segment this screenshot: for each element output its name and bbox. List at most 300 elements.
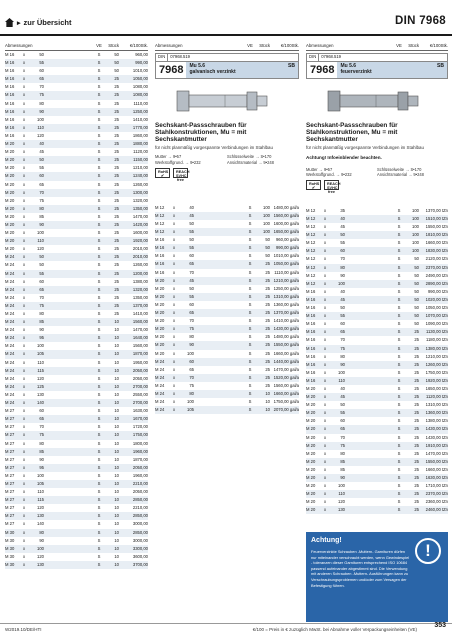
quantity: 25 [414,402,419,408]
times-sign: x [323,280,327,286]
times-sign: x [323,345,327,351]
sb-label: SB [437,63,444,69]
times-sign: x [22,480,26,486]
price: 1960,00 [132,472,148,478]
table-row [306,304,448,312]
ve-code: S [97,448,101,454]
table-row [155,285,299,293]
price: 1130,00 tZn [425,329,448,335]
times-sign: x [323,450,327,456]
thread-size: M 16 [5,60,15,66]
length: 90 [39,537,44,543]
header-rule [0,34,452,36]
ve-code: S [397,450,401,456]
length: 100 [37,343,44,349]
times-sign: x [22,408,26,414]
price: 2050,00 [132,489,148,495]
times-sign: x [22,489,26,495]
thread-size: M 27 [5,448,15,454]
table-row [5,67,148,75]
times-sign: x [22,254,26,260]
ve-code: S [397,240,401,246]
norm-link[interactable]: Werkstoffgrund. → 9•232 [306,171,352,177]
length: 90 [189,342,194,348]
table-row [306,345,448,353]
price: 2550,00 [132,391,148,397]
times-sign: x [172,366,176,372]
times-sign: x [323,313,327,319]
norm-link[interactable]: Mutter → 9•57 [155,154,182,160]
thread-size: M 12 [306,240,316,246]
thread-size: M 20 [5,213,15,219]
length: 75 [340,345,345,351]
ve-code: S [248,399,252,405]
times-sign: x [22,351,26,357]
thread-size: M 20 [306,410,316,416]
thread-size: M 20 [306,434,316,440]
price: 1670,00 [132,416,148,422]
quantity: 25 [114,238,119,244]
length: 40 [340,385,345,391]
price: 1120,00 [133,149,148,155]
length: 70 [39,294,44,300]
ve-code: S [397,466,401,472]
length: 125 [37,383,44,389]
times-sign: x [22,311,26,316]
ve-code: S [397,272,401,278]
times-sign: x [172,261,176,267]
price: 1910,00 tZn [425,442,448,448]
times-sign: x [22,448,26,454]
footer-note: €/100 = Preis in € zuzüglich MwSt. bei Abnahme voller Verpackungseinheiten (VE) [252,627,417,632]
times-sign: x [22,60,26,66]
quantity: 100 [263,204,270,210]
ve-code: S [397,264,401,270]
length: 100 [187,399,194,405]
length: 110 [338,377,345,383]
quantity: 25 [114,132,119,138]
price: 1560,00 gal/a [273,382,299,388]
header-stk: Stück [108,42,119,48]
thread-size: M 12 [306,207,316,213]
times-sign: x [22,278,26,284]
quantity: 25 [114,165,119,171]
table-row [306,328,448,336]
thread-size: M 16 [5,100,15,106]
norm-references [306,167,448,177]
table-row [5,116,148,124]
table-row [306,231,448,239]
price: 1950,00 [132,359,148,365]
times-sign: x [172,253,176,259]
quantity: 50 [114,60,119,66]
times-sign: x [22,181,26,187]
table-row [306,353,448,361]
ve-code: S [248,390,252,396]
table-row [306,393,448,401]
thread-size: M 24 [5,319,15,325]
back-link[interactable] [5,18,71,27]
table-row [155,293,299,301]
price: 1370,00 [132,302,148,308]
table-body [5,51,148,569]
thread-size: M 24 [5,343,15,349]
price: 1260,00 tZn [425,361,448,367]
length: 130 [37,513,44,519]
quantity: 25 [265,293,270,299]
price: 990,00 [135,60,148,66]
quantity: 25 [265,326,270,332]
price: 1310,00 gal/a [273,293,299,299]
table-row [306,336,448,344]
quantity: 10 [265,390,270,396]
price: 1560,00 [132,343,148,349]
ve-code: S [97,561,101,567]
table-row [155,277,299,285]
table-row [5,537,148,545]
ve-code: S [97,424,101,430]
price: 3000,00 [132,521,148,527]
times-sign: x [172,350,176,356]
thread-size: M 27 [5,489,15,495]
length: 60 [39,278,44,284]
price: 2010,00 [132,246,148,252]
length: 50 [189,237,194,243]
product-title: Sechskant-Passschrauben für Stahlkonstruktionen, Mu = mit Sechskantmutter [306,122,398,143]
thread-size: M 27 [5,513,15,519]
thread-size: M 12 [155,221,165,226]
quantity: 25 [114,286,119,292]
times-sign: x [323,434,327,440]
norm-link[interactable]: Schlüsselweite → S•170 [377,166,422,172]
times-sign: x [323,475,327,480]
ve-code: S [397,296,401,302]
length: 65 [189,310,194,316]
ve-code: S [248,366,252,372]
times-sign: x [172,382,176,388]
times-sign: x [172,407,176,413]
ve-code: S [97,124,101,130]
quantity: 25 [265,374,270,380]
times-sign: x [22,359,26,365]
ve-code: S [248,285,252,291]
length: 85 [39,448,44,454]
ve-code: S [97,335,101,341]
table-row [5,480,148,488]
times-sign: x [172,301,176,307]
length: 85 [39,213,44,219]
norm-link[interactable]: Schlüsselweite → S•170 [227,154,272,160]
thread-size: M 24 [5,391,15,397]
table-row [5,310,148,318]
table-row [155,325,299,333]
ve-code: S [248,318,252,324]
header-stk: Stück [408,42,419,48]
times-sign: x [22,108,26,114]
thread-size: M 12 [306,256,316,262]
thread-size: M 20 [155,301,165,307]
times-sign: x [22,52,26,57]
table-row [5,302,148,310]
table-row [5,383,148,391]
times-sign: x [22,513,26,519]
table-row [5,520,148,528]
table-row [5,334,148,342]
length: 80 [189,390,194,396]
table-row [155,204,299,212]
quantity: 10 [114,319,119,325]
times-sign: x [172,237,176,243]
table-row [155,406,299,414]
price: 1600,00 [132,230,148,236]
header-dim: Abmessungen [5,42,33,48]
table-row [155,382,299,390]
price: 1010,00 gal/a [273,253,299,259]
table-row [155,398,299,406]
thread-size: M 24 [5,302,15,308]
thread-size: M 16 [5,84,15,90]
table-row [155,244,299,252]
times-sign: x [22,391,26,397]
ve-code: S [397,305,401,311]
ve-code: S [397,353,401,359]
quantity: 10 [114,424,119,430]
thread-size: M 24 [5,254,15,260]
ve-code: S [248,326,252,332]
quantity: 25 [114,108,119,114]
quantity: 25 [414,491,419,497]
times-sign: x [323,385,327,391]
table-row [5,100,148,108]
table-row [306,361,448,369]
ve-code: S [248,301,252,307]
table-row [5,205,148,213]
times-sign: x [22,173,26,179]
price: 1480,00 gal/a [273,334,299,340]
product-box [306,62,448,79]
quantity: 25 [265,358,270,364]
table-body [155,204,299,414]
ve-code: S [248,382,252,388]
length: 55 [189,293,194,299]
quantity: 25 [114,92,119,98]
product-number: 7968 [310,63,335,76]
length: 75 [39,92,44,98]
thread-size: M 20 [306,402,316,408]
table-row [306,417,448,425]
length: 80 [189,334,194,340]
quantity: 25 [414,418,419,424]
length: 70 [189,374,194,380]
thread-size: M 24 [5,367,15,373]
thread-size: M 24 [5,335,15,341]
ve-code: S [397,426,401,432]
thread-size: M 20 [306,426,316,432]
times-sign: x [22,221,26,227]
table-row [306,490,448,498]
price: 1250,00 [132,108,148,114]
ve-code: S [97,270,101,276]
price: 1650,00 gal/a [273,229,299,235]
ve-code: S [97,108,101,114]
product-grade [337,62,447,78]
quantity: 50 [414,305,419,311]
product-number: 7968 [159,63,184,76]
table-row [306,296,448,304]
ve-code: S [97,52,101,57]
quantity: 25 [414,361,419,367]
times-sign: x [323,321,327,327]
times-sign: x [323,256,327,262]
price: 1650,00 tZn [425,385,448,391]
times-sign: x [22,286,26,292]
ve-code: S [397,483,401,489]
ve-code: S [248,374,252,380]
times-sign: x [323,248,327,254]
times-sign: x [22,262,26,268]
times-sign: x [22,165,26,171]
times-sign: x [22,213,26,219]
thread-size: M 24 [155,374,165,380]
norm-link[interactable]: Ansichtsmaterial → 9•248 [377,171,424,177]
thread-size: M 27 [5,480,15,486]
ve-code: S [248,269,252,275]
quantity: 50 [265,245,270,251]
price: 1050,00 gal/a [273,261,299,267]
times-sign: x [323,507,327,513]
quantity: 25 [414,353,419,359]
price: 1370,00 gal/a [273,310,299,316]
times-sign: x [323,240,327,246]
quantity: 25 [114,262,119,268]
quantity: 25 [114,254,119,260]
table-row [155,269,299,277]
price: 2070,00 gal/a [273,407,299,413]
thread-size: M 20 [306,385,316,391]
price: 2700,00 [132,400,148,406]
times-sign: x [172,342,176,348]
table-row [306,506,448,514]
table-row [5,342,148,350]
length: 100 [338,280,345,286]
table-column-1 [5,42,148,569]
thread-size: M 24 [5,359,15,365]
times-sign: x [22,100,26,106]
ve-code: S [248,221,252,226]
length: 110 [37,238,44,244]
price: 1630,00 [132,408,148,414]
thread-size: M 24 [5,327,15,333]
ve-code: S [97,189,101,195]
quantity: 10 [114,335,119,341]
thread-size: M 12 [306,248,316,254]
norm-link[interactable]: Werkstoffgrund. → 9•232 [155,159,201,165]
thread-size: M 20 [155,350,165,356]
thread-size: M 24 [155,407,165,413]
ve-code: S [97,343,101,349]
times-sign: x [22,294,26,300]
header-stk: Stück [259,42,270,48]
times-sign: x [22,149,26,155]
price: 1210,00 tZn [425,353,448,359]
length: 55 [189,229,194,235]
ve-code: S [248,342,252,348]
table-column-2 [155,42,299,414]
length: 50 [189,221,194,226]
table-row [306,409,448,417]
footer-rule [0,623,452,624]
times-sign: x [22,561,26,567]
length: 65 [340,426,345,432]
quantity: 50 [265,237,270,243]
quantity: 10 [114,432,119,438]
price: 1090,00 tZn [425,321,448,327]
length: 100 [37,545,44,551]
norm-link[interactable]: Mutter → 9•57 [306,166,333,172]
thread-size: M 16 [5,108,15,114]
price: 1260,00 [132,181,148,187]
rohs-badge: RoHS ✔ [306,180,321,190]
ve-code: S [97,537,101,543]
length: 65 [39,416,44,422]
footer-code: W2019.10/DE/HTI [5,627,42,632]
quantity: 10 [114,513,119,519]
ve-code: S [97,132,101,138]
price: 1800,00 [132,440,148,446]
price: 1880,00 [132,141,148,147]
times-sign: x [323,288,327,294]
thread-size: M 20 [306,507,316,513]
thread-size: M 24 [5,311,15,316]
quantity: 25 [414,410,419,416]
norm-link[interactable]: Ansichtsmaterial → 9•248 [227,159,274,165]
back-link-label: zur Übersicht [23,18,72,27]
length: 105 [37,480,44,486]
header-price: €/100Stk. [429,42,448,48]
times-sign: x [323,394,327,400]
table-row [5,189,148,197]
quantity: 25 [114,173,119,179]
price: 1810,00 tZn [425,232,448,238]
quantity: 25 [265,269,270,275]
length: 130 [37,561,44,567]
quantity: 50 [414,256,419,262]
length: 75 [39,432,44,438]
price: 3600,00 [132,553,148,559]
finish-text: galvanisch verzinkt [189,69,236,75]
ve-code: S [397,475,401,480]
price: 1600,00 gal/a [273,221,299,226]
quantity: 100 [263,221,270,226]
length: 40 [340,216,345,221]
table-row [306,223,448,231]
price: 1410,00 [132,116,148,122]
length: 120 [37,505,44,511]
price: 1360,00 tZn [425,410,448,416]
quantity: 25 [414,434,419,440]
header-ve: VE [96,42,102,48]
ve-code: S [97,157,101,163]
ve-code: S [97,383,101,389]
length: 50 [39,254,44,260]
times-sign: x [323,418,327,424]
price: 1200,00 [132,270,148,276]
table-row [306,215,448,223]
quantity: 10 [114,343,119,349]
ve-code: S [248,293,252,299]
ve-code: S [97,165,101,171]
thread-size: M 24 [155,366,165,372]
